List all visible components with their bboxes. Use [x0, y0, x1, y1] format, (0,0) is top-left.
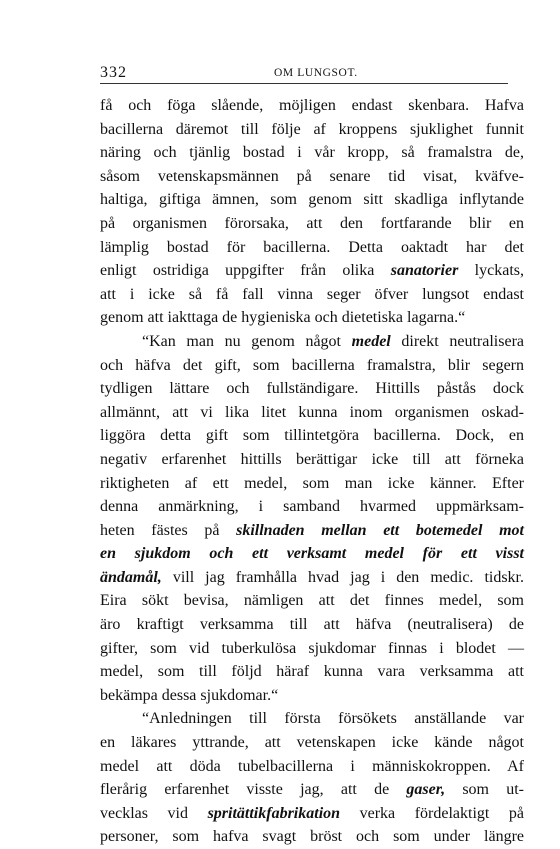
text-line — [100, 354, 524, 378]
text-line — [100, 401, 524, 425]
text-line — [100, 778, 524, 802]
text-line — [100, 707, 524, 731]
text-line — [100, 306, 524, 330]
text-line — [100, 212, 524, 236]
line-text: personer, som hafva svagt bröst och som under längre — [100, 828, 524, 846]
text-line — [100, 236, 524, 260]
text-line — [100, 283, 524, 307]
line-text: som ut- — [445, 781, 524, 799]
text-line — [100, 684, 524, 708]
line-text: bacillerna däremot till följe af kroppens sjuklighet funnit — [100, 120, 524, 138]
text-line — [100, 330, 524, 354]
line-text: tydligen lättare och fullständigare. Hittills påstås dock — [100, 380, 524, 398]
line-text: haltiga, giftiga ämnen, som genom sitt skadliga inflytande — [100, 191, 524, 209]
text-line — [100, 660, 524, 684]
text-line — [100, 825, 524, 849]
page-header — [100, 62, 508, 84]
line-text: enligt ostridiga uppgifter från olika — [100, 262, 391, 280]
emphasis-text: gaser, — [406, 781, 446, 799]
emphasis-text: medel — [351, 332, 391, 350]
line-text: flerårig erfarenhet visste jag, att de — [100, 781, 407, 799]
line-text: verka fördelaktigt på — [340, 804, 525, 822]
line-text: heten fästes på — [100, 521, 237, 539]
emphasis-text: spritättikfabrikation — [207, 804, 341, 822]
line-text: allmännt, att vi lika litet kunna inom organismen oskad- — [100, 403, 524, 421]
emphasis-text: en sjukdom och ett verksamt medel för ett visst — [100, 545, 524, 563]
text-line — [100, 589, 524, 613]
line-text: på organismen förorsaka, att den fortfarande blir en — [100, 214, 524, 232]
text-line — [100, 118, 524, 142]
page-number: 332 — [100, 64, 127, 81]
line-text: äro kraftigt verksamma till att häfva (neutralisera) de — [100, 616, 524, 634]
line-text: direkt neutralisera — [390, 332, 524, 350]
line-text: “Kan man nu genom något — [142, 332, 352, 350]
line-text: lyckats, — [458, 262, 524, 280]
line-text: “Anledningen till första försökets anställande var — [142, 710, 524, 728]
text-line — [100, 519, 524, 543]
page-body — [100, 94, 524, 849]
text-line — [100, 731, 524, 755]
line-text: Eira sökt bevisa, nämligen att det finnes medel, som — [100, 592, 524, 610]
line-text: lämplig bostad för bacillerna. Detta oaktadt har det — [100, 238, 524, 256]
header-rule — [100, 83, 508, 84]
emphasis-text: skillnaden mellan ett botemedel mot — [236, 521, 524, 539]
text-line — [100, 259, 524, 283]
line-text: medel, som till följd häraf kunna vara verksamma att — [100, 663, 524, 681]
text-line — [100, 424, 524, 448]
text-line — [100, 542, 524, 566]
text-line — [100, 472, 524, 496]
emphasis-text: ändamål, — [100, 568, 162, 586]
line-text: riktigheten af ett medel, som man icke känner. Efter — [100, 474, 524, 492]
text-line — [100, 495, 524, 519]
line-text: genom att iakttaga de hygieniska och dietetiska lagarna.“ — [100, 309, 466, 327]
text-line — [100, 141, 524, 165]
line-text: vecklas vid — [100, 804, 208, 822]
text-line — [100, 94, 524, 118]
text-line — [100, 377, 524, 401]
text-line — [100, 566, 524, 590]
text-line — [100, 613, 524, 637]
line-text: att i icke så få fall vinna seger öfver lungsot endast — [100, 285, 524, 303]
line-text: såsom vetenskapsmännen på senare tid visat, kväfve- — [100, 167, 524, 185]
text-line — [100, 188, 524, 212]
text-line — [100, 802, 524, 826]
text-line — [100, 448, 524, 472]
line-text: vill jag framhålla hvad jag i den medic. tidskr. — [161, 568, 524, 586]
text-line — [100, 165, 524, 189]
line-text: bekämpa dessa sjukdomar.“ — [100, 686, 279, 704]
text-line — [100, 755, 524, 779]
line-text: och häfva det gift, som bacillerna framalstra, blir segern — [100, 356, 524, 374]
line-text: denna anmärkning, i samband hvarmed uppmärksam- — [100, 498, 524, 516]
line-text: näring och tjänlig bostad i vår kropp, så framalstra de, — [100, 144, 524, 162]
line-text: gifter, som vid tuberkulösa sjukdomar finnas i blodet — — [100, 639, 524, 657]
line-text: få och föga slående, möjligen endast skenbara. Hafva — [100, 97, 524, 114]
line-text: en läkares yttrande, att vetenskapen icke kände något — [100, 734, 524, 752]
line-text: negativ erfarenhet hittills berättigar icke till att förneka — [100, 450, 524, 468]
text-line — [100, 637, 524, 661]
line-text: liggöra detta gift som tillintetgöra bacillerna. Dock, en — [100, 427, 524, 445]
line-text: medel att döda tubelbacillerna i människokroppen. Af — [100, 757, 524, 775]
running-title: OM LUNGSOT. — [274, 67, 358, 79]
emphasis-text: sanatorier — [390, 262, 459, 280]
